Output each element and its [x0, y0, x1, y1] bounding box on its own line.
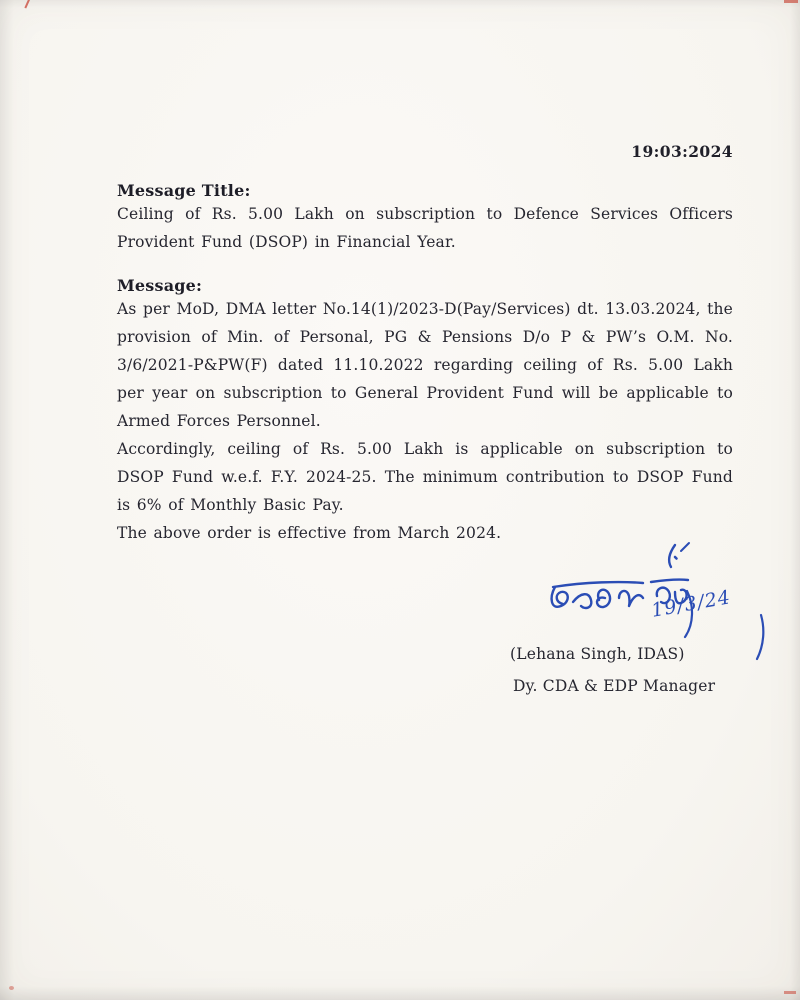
signatory-designation: Dy. CDA & EDP Manager	[513, 677, 716, 695]
red-corner-mark-bottom-left	[9, 986, 14, 990]
red-corner-mark-bottom-right	[784, 991, 796, 994]
message-title-text: Ceiling of Rs. 5.00 Lakh on subscription to Defence Services Officers Provident Fund (DSOP) in Financial Year.	[117, 205, 733, 251]
message-paragraph: Accordingly, ceiling of Rs. 5.00 Lakh is applicable on subscription to DSOP Fund w.e.f. F.Y. 2024-25. The minimum contribution to DSOP Fund is 6% of Monthly Basic Pay.	[117, 440, 733, 514]
signatory-name: (Lehana Singh, IDAS)	[510, 645, 685, 663]
message-label: Message:	[117, 276, 203, 295]
message-paragraph: As per MoD, DMA letter No.14(1)/2023-D(Pay/Services) dt. 13.03.2024, the provision of Min. of Personal, PG & Pensions D/o P & PW’s O.M. No. 3/6/2021-P&PW(F) dated 11.10.2022 regarding ceiling of Rs. 5.00 Lakh per year on subscription to General Provident Fund will be applicable to Armed Forces Personnel.	[117, 300, 733, 430]
signature-block	[117, 553, 733, 733]
handwritten-signature-date: 19/3/24	[649, 586, 733, 622]
document-date: 19:03:2024	[631, 142, 733, 161]
message-title-label: Message Title:	[117, 181, 251, 200]
message-paragraph: The above order is effective from March 2024.	[117, 524, 502, 542]
